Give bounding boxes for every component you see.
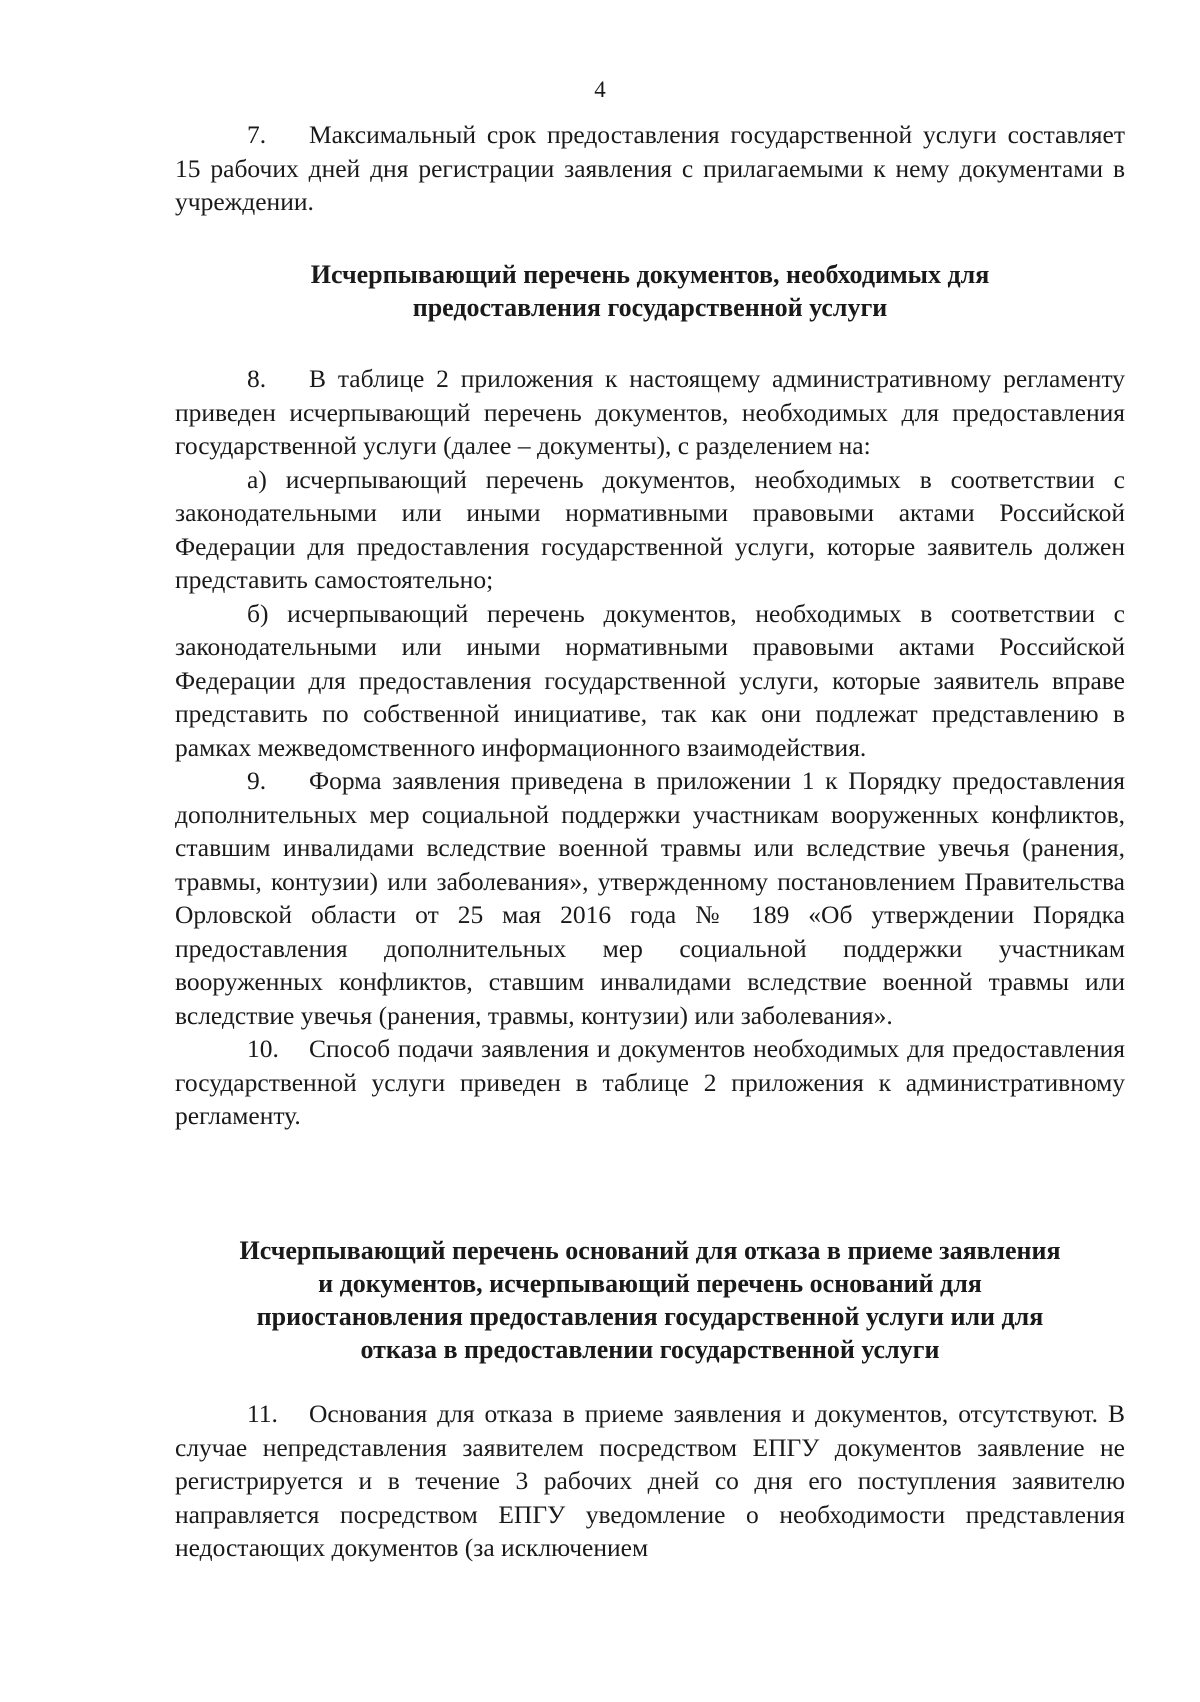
paragraph-item-8a: а) исчерпывающий перечень документов, необходимых в соответствии с законодательными или иными нормативными правовыми актами Российской Федерации для предоставления государственной услуги, которые заявитель должен представить самостоятельно; <box>175 464 1125 594</box>
heading-line: Исчерпывающий перечень документов, необходимых для <box>310 260 990 289</box>
item-number: 7. <box>247 120 267 149</box>
section-items-8-10 <box>175 362 1125 1133</box>
item-number: 8. <box>247 364 267 393</box>
item-text: Основания для отказа в приеме заявления и документов, отсутствуют. В случае непредставления заявителем посредством ЕПГУ документов заявление не регистрируется и в течение 3 рабочих дней со дня его поступления заявителю направляется посредством ЕПГУ уведомление о необходимости представления недостающих документов (за исключением <box>175 1399 1125 1562</box>
section-heading-documents <box>175 258 1125 324</box>
heading-line: приостановления предоставления государственной услуги или для <box>256 1302 1044 1331</box>
page-number: 4 <box>594 77 606 102</box>
section-heading-refusal <box>175 1234 1125 1366</box>
heading <box>175 258 1125 324</box>
heading-line: предоставления государственной услуги <box>412 293 888 322</box>
heading-line: отказа в предоставлении государственной услуги <box>360 1335 940 1364</box>
item-text: Форма заявления приведена в приложении 1 к Порядку предоставления дополнительных мер социальной поддержки участникам вооруженных конфликтов, ставшим инвалидами вследствие военной травмы или вследствие увечья (ранения, травмы, контузии) или заболевания», утвержденному постановлением Правительства Орловской области от 25 мая 2016 года № 189 «Об утверждении Порядка предоставления дополнительных мер социальной поддержки участникам вооруженных конфликтов, ставшим инвалидами вследствие военной травмы или вследствие увечья (ранения, травмы, контузии) или заболевания». <box>175 766 1125 1030</box>
item-number: 10. <box>247 1034 279 1063</box>
item-number: 9. <box>247 766 267 795</box>
paragraph-item-7 <box>175 118 1125 219</box>
section-item-7 <box>175 118 1125 219</box>
item-text: В таблице 2 приложения к настоящему административному регламенту приведен исчерпывающий перечень документов, необходимых для предоставления государственной услуги (далее – документы), с разделением на: <box>175 364 1125 460</box>
paragraph-item-9 <box>175 764 1125 1032</box>
section-item-11 <box>175 1397 1125 1565</box>
paragraph-item-11 <box>175 1397 1125 1565</box>
item-text: Способ подачи заявления и документов необходимых для предоставления государственной услуги приведен в таблице 2 приложения к административному регламенту. <box>175 1034 1125 1130</box>
paragraph-item-10 <box>175 1032 1125 1133</box>
item-text: Максимальный срок предоставления государственной услуги составляет 15 рабочих дней дня регистрации заявления с прилагаемыми к нему документами в учреждении. <box>175 120 1125 216</box>
heading-line: Исчерпывающий перечень оснований для отказа в приеме заявления <box>239 1236 1061 1265</box>
heading <box>175 1234 1125 1366</box>
item-number: 11. <box>247 1399 278 1428</box>
paragraph-item-8b: б) исчерпывающий перечень документов, необходимых в соответствии с законодательными или иными нормативными правовыми актами Российской Федерации для предоставления государственной услуги, которые заявитель вправе представить по собственной инициативе, так как они подлежат представлению в рамках межведомственного информационного взаимодействия. <box>175 598 1125 762</box>
paragraph-item-8 <box>175 362 1125 463</box>
heading-line: и документов, исчерпывающий перечень оснований для <box>318 1269 982 1298</box>
